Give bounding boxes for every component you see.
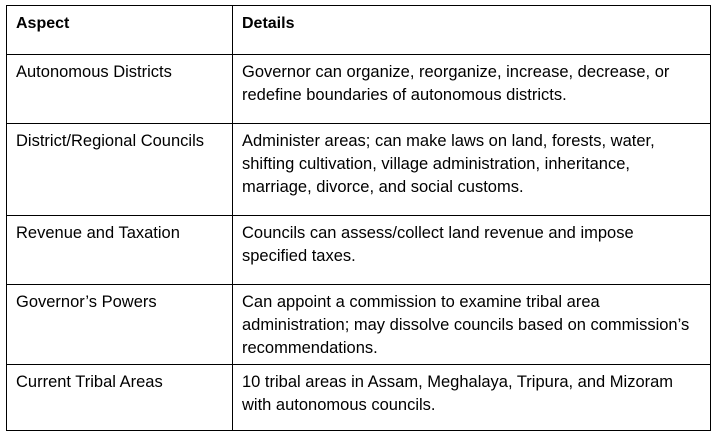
details-cell: 10 tribal areas in Assam, Meghalaya, Tripura, and Mizoram with autonomous councils. bbox=[233, 365, 711, 431]
details-cell: Can appoint a commission to examine tribal area administration; may dissolve councils based on commission’s recommendations. bbox=[233, 285, 711, 365]
table-row bbox=[7, 216, 711, 285]
aspect-cell: Current Tribal Areas bbox=[7, 365, 233, 431]
aspect-cell: Governor’s Powers bbox=[7, 285, 233, 365]
table-row bbox=[7, 124, 711, 216]
details-cell: Governor can organize, reorganize, increase, decrease, or redefine boundaries of autonomous districts. bbox=[233, 55, 711, 124]
header-details: Details bbox=[233, 6, 711, 55]
table-header-row bbox=[7, 6, 711, 55]
header-aspect: Aspect bbox=[7, 6, 233, 55]
aspect-details-table bbox=[6, 5, 711, 431]
table-row bbox=[7, 365, 711, 431]
aspect-cell: Autonomous Districts bbox=[7, 55, 233, 124]
table-row bbox=[7, 285, 711, 365]
aspect-cell: District/Regional Councils bbox=[7, 124, 233, 216]
table-row bbox=[7, 55, 711, 124]
details-cell: Councils can assess/collect land revenue and impose specified taxes. bbox=[233, 216, 711, 285]
details-cell: Administer areas; can make laws on land, forests, water, shifting cultivation, village administration, inheritance, marriage, divorce, and social customs. bbox=[233, 124, 711, 216]
aspect-cell: Revenue and Taxation bbox=[7, 216, 233, 285]
